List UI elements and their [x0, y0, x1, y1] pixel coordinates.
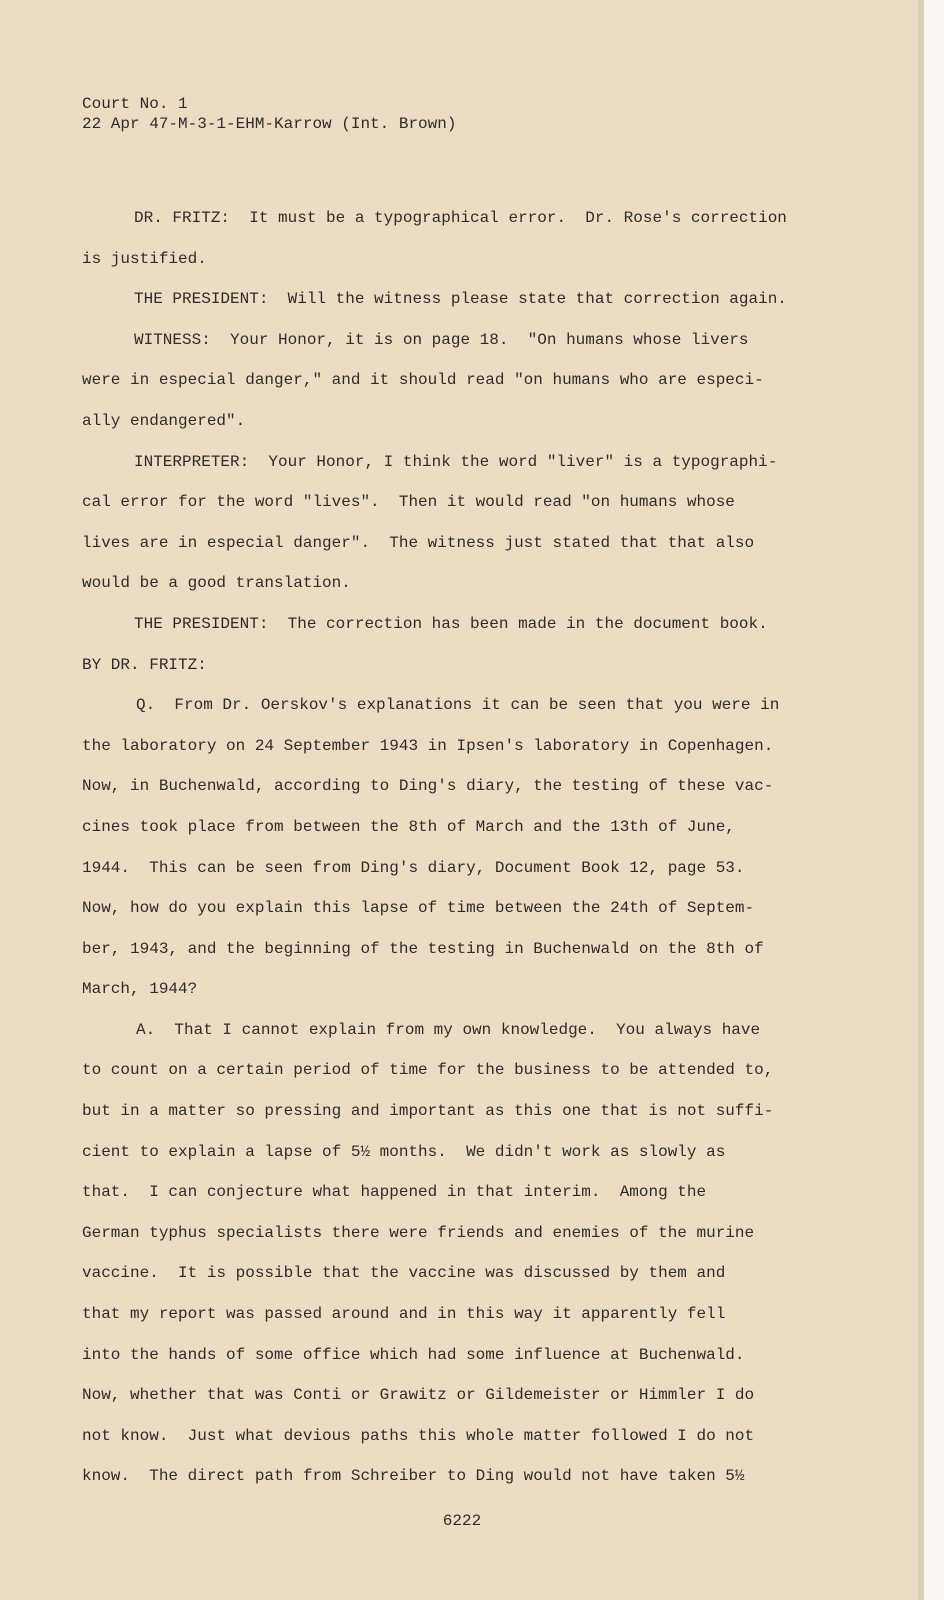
text-line: know. The direct path from Schreiber to Ding would not have taken 5½	[82, 1467, 745, 1486]
text-line: THE PRESIDENT: Will the witness please state that correction again.	[134, 290, 787, 309]
text-line: BY DR. FRITZ:	[82, 655, 207, 674]
text-line: vaccine. It is possible that the vaccine was discussed by them and	[82, 1264, 726, 1283]
text-line: WITNESS: Your Honor, it is on page 18. "On humans whose livers	[134, 330, 749, 349]
text-line: not know. Just what devious paths this whole matter followed I do not	[82, 1426, 755, 1445]
text-line: INTERPRETER: Your Honor, I think the word "liver" is a typographi-	[134, 452, 778, 471]
transcript-reference: 22 Apr 47-M-3-1-EHM-Karrow (Int. Brown)	[82, 115, 457, 133]
text-line: that. I can conjecture what happened in that interim. Among the	[82, 1183, 707, 1202]
text-line: March, 1944?	[82, 980, 198, 999]
text-line: that my report was passed around and in this way it apparently fell	[82, 1305, 726, 1324]
text-line: THE PRESIDENT: The correction has been made in the document book.	[134, 614, 768, 633]
text-line: into the hands of some office which had some influence at Buchenwald.	[82, 1345, 745, 1364]
text-line: Now, in Buchenwald, according to Ding's diary, the testing of these vac-	[82, 777, 774, 796]
text-line: German typhus specialists there were friends and enemies of the murine	[82, 1223, 755, 1242]
text-line: ally endangered".	[82, 411, 246, 430]
text-line: the laboratory on 24 September 1943 in Ipsen's laboratory in Copenhagen.	[82, 736, 774, 755]
text-line: Q. From Dr. Oerskov's explanations it can be seen that you were in	[136, 696, 780, 715]
text-line: were in especial danger," and it should read "on humans who are especi-	[82, 371, 764, 390]
text-line: is justified.	[82, 249, 207, 268]
page-number: 6222	[442, 1512, 482, 1530]
text-line: to count on a certain period of time for the business to be attended to,	[82, 1061, 774, 1080]
document-header	[82, 94, 456, 134]
text-line: DR. FRITZ: It must be a typographical error. Dr. Rose's correction	[134, 209, 787, 227]
text-line: Now, whether that was Conti or Grawitz or Gildemeister or Himmler I do	[82, 1386, 755, 1405]
text-line: but in a matter so pressing and important as this one that is not suffi-	[82, 1102, 774, 1121]
transcript-body	[82, 198, 822, 1497]
text-line: cal error for the word "lives". Then it would read "on humans whose	[82, 493, 735, 512]
text-line: would be a good translation.	[82, 574, 351, 593]
text-line: lives are in especial danger". The witness just stated that that also	[82, 533, 755, 552]
text-line: cines took place from between the 8th of March and the 13th of June,	[82, 817, 735, 836]
text-line: Now, how do you explain this lapse of time between the 24th of Septem-	[82, 899, 755, 918]
page-edge	[918, 0, 924, 1600]
text-line: cient to explain a lapse of 5½ months. We didn't work as slowly as	[82, 1142, 726, 1161]
text-line: A. That I cannot explain from my own knowledge. You always have	[136, 1020, 761, 1039]
text-line: 1944. This can be seen from Ding's diary, Document Book 12, page 53.	[82, 858, 745, 877]
court-number: Court No. 1	[82, 95, 188, 113]
text-line: ber, 1943, and the beginning of the testing in Buchenwald on the 8th of	[82, 939, 764, 958]
